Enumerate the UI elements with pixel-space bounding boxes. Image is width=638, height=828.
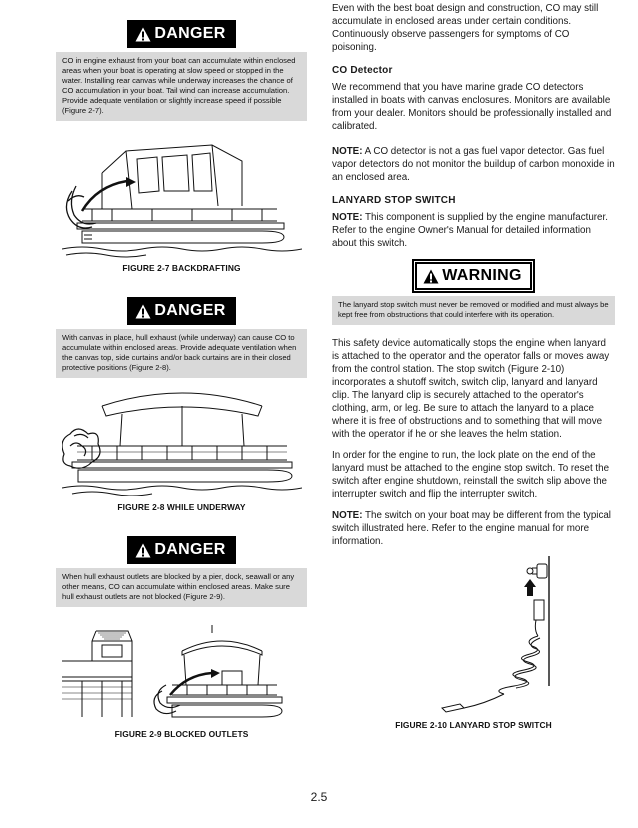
note-switch xyxy=(332,509,615,548)
co-detector-heading: CO Detector xyxy=(332,65,393,76)
note-text: This component is supplied by the engine manufacturer. Refer to the engine Owner's Manual for detailed information about this switch. xyxy=(332,212,608,249)
note-label: NOTE: xyxy=(332,212,363,223)
warning-triangle-icon xyxy=(135,543,151,558)
danger-header-2 xyxy=(56,297,307,325)
danger-badge-1 xyxy=(127,20,235,48)
danger-header-3 xyxy=(56,536,307,564)
warning-badge xyxy=(415,262,531,290)
danger-badge-3 xyxy=(127,536,235,564)
danger-label-3: DANGER xyxy=(154,541,226,558)
intro-paragraph: Even with the best boat design and construction, CO may still accumulate in enclosed areas under certain conditions. Continuously observe passengers for symptoms of CO poisoning. xyxy=(332,3,599,53)
danger-text-3: When hull exhaust outlets are blocked by a pier, dock, seawall or any other means, CO can accumulate within enclosed areas. Make sure hull exhaust outlets are not blocked (Figure 2-9). xyxy=(56,568,307,607)
warning-triangle-icon xyxy=(135,304,151,319)
figure-2-8-while-underway xyxy=(62,384,302,496)
note-label: NOTE: xyxy=(332,510,363,521)
left-column xyxy=(56,20,307,739)
lanyard-heading: LANYARD STOP SWITCH xyxy=(332,195,456,206)
danger-label-1: DANGER xyxy=(154,25,226,42)
warning-triangle-icon xyxy=(423,269,439,284)
note-co-detector xyxy=(332,145,615,184)
note-text: A CO detector is not a gas fuel vapor detector. Gas fuel vapor detectors do not monitor the buildup of carbon monoxide in an enclosed area. xyxy=(332,146,615,183)
note-lanyard xyxy=(332,211,615,250)
warning-triangle-icon xyxy=(135,27,151,42)
note-text: The switch on your boat may be different from the typical switch illustrated here. Refer to the engine manual for more information. xyxy=(332,510,611,547)
warning-label: WARNING xyxy=(442,267,522,284)
figure-2-9-blocked-outlets xyxy=(62,621,302,721)
figure-2-10-caption: FIGURE 2-10 LANYARD STOP SWITCH xyxy=(395,720,552,730)
danger-header-1 xyxy=(56,20,307,48)
figure-2-7-caption: FIGURE 2-7 BACKDRAFTING xyxy=(122,263,241,273)
right-column xyxy=(332,2,615,730)
danger-text-2: With canvas in place, hull exhaust (while underway) can cause CO to accumulate within enclosed areas. Provide adequate ventilation when the canvas top, side curtains and/or back curtains are in their closed protective positions (Figure 2-8). xyxy=(56,329,307,378)
danger-text-1: CO in engine exhaust from your boat can accumulate within enclosed areas when your boat is operating at slow speed or stopped in the water. Installing rear canvas while underway increases the chance of CO accumulation in your boat. Tail wind can increase accumulation. Provide adequate ventilation or slightly increase speed if possible (Figure 2-7). xyxy=(56,52,307,121)
safety-device-paragraph: This safety device automatically stops the engine when lanyard is attached to the operator and the operator falls or moves away from the control station. The stop switch (Figure 2-10) incorporates a shutoff switch, switch clip, lanyard and lanyard clip. The lanyard clip is securely attached to the operator's clothing, arm, or leg. Be sure to attach the lanyard to a place where it is free of obstructions and to something that will move with the operator if he or she leaves the helm station. xyxy=(332,338,610,440)
figure-2-10-lanyard-stop-switch xyxy=(374,556,574,718)
engine-run-paragraph: In order for the engine to run, the lock plate on the end of the lanyard must be attached to the engine stop switch. To reset the switch after engine shutdown, reinstall the switch slip above the interrupter switch and flip the interrupter switch. xyxy=(332,450,610,500)
note-label: NOTE: xyxy=(332,146,363,157)
figure-2-7-backdrafting xyxy=(62,131,302,261)
danger-label-2: DANGER xyxy=(154,302,226,319)
warning-header xyxy=(332,262,615,290)
danger-badge-2 xyxy=(127,297,235,325)
co-detector-paragraph: We recommend that you have marine grade CO detectors installed in boats with canvas enclosures. Monitors are available from your dealer. Monitors should be professionally installed and calibrated. xyxy=(332,82,612,132)
figure-2-9-caption: FIGURE 2-9 BLOCKED OUTLETS xyxy=(114,729,249,739)
page-number: 2.5 xyxy=(310,790,328,804)
figure-2-8-caption: FIGURE 2-8 WHILE UNDERWAY xyxy=(117,502,246,512)
warning-text: The lanyard stop switch must never be removed or modified and must always be kept free from obstructions that could interfere with its operation. xyxy=(332,296,615,325)
